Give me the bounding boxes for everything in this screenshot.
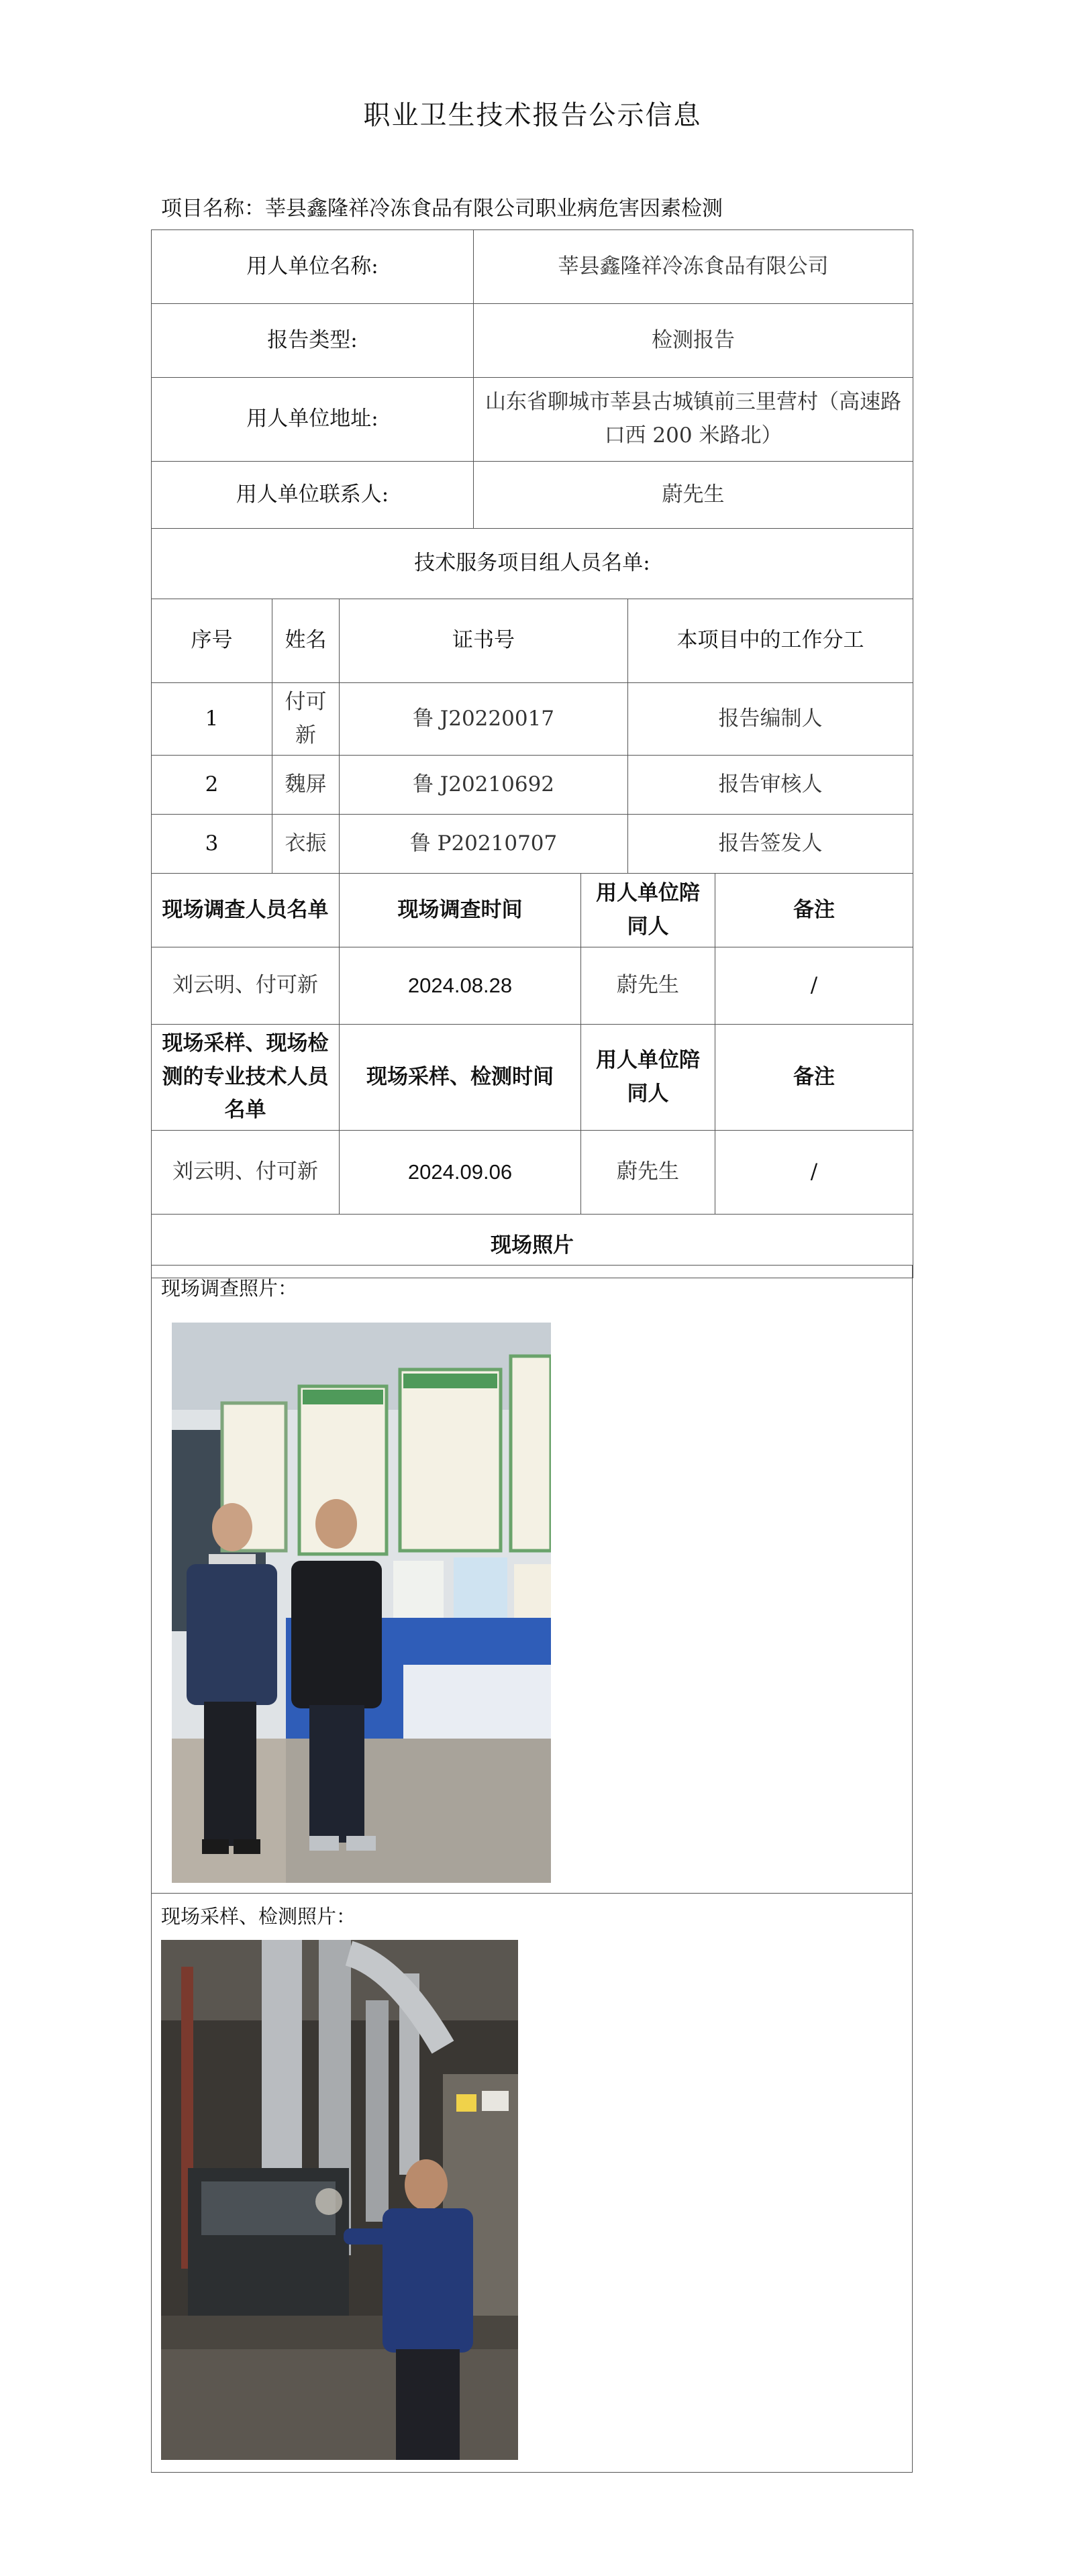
survey-photo [172,1323,551,1883]
survey-header-escort: 用人单位陪同人 [581,874,715,947]
sampling-escort: 蔚先生 [581,1130,715,1214]
sampling-staff: 刘云明、付可新 [152,1130,340,1214]
report-type-value: 检测报告 [474,304,913,378]
photo-sampling-caption: 现场采样、检测照片： [161,1905,356,1928]
team-row-name: 衣振 [272,815,340,874]
team-title-row [152,529,913,599]
team-row-role: 报告签发人 [628,815,913,874]
sampling-row [152,1130,913,1214]
sampling-photo [161,1940,518,2460]
sampling-header-staff: 现场采样、现场检测的专业技术人员名单 [152,1025,340,1131]
team-header-cert: 证书号 [340,599,628,683]
survey-time: 2024.08.28 [340,947,581,1025]
unit-name-row [152,230,913,304]
sampling-photo-image [161,1940,518,2460]
survey-header-time: 现场调查时间 [340,874,581,947]
team-header-row [152,599,913,683]
team-row [152,683,913,756]
project-line [161,191,723,221]
team-row [152,815,913,874]
team-row-role: 报告编制人 [628,683,913,756]
sampling-header-note: 备注 [715,1025,913,1131]
survey-header-staff: 现场调查人员名单 [152,874,340,947]
survey-note: / [715,947,913,1025]
survey-row [152,947,913,1025]
address-label: 用人单位地址: [152,378,474,462]
contact-value: 蔚先生 [474,462,913,529]
team-row-index: 1 [152,683,272,756]
sampling-header-row [152,1025,913,1131]
survey-photo-image [172,1323,551,1883]
project-name: 莘县鑫隆祥冷冻食品有限公司职业病危害因素检测 [265,197,723,221]
address-row [152,378,913,462]
sampling-header-time: 现场采样、检测时间 [340,1025,581,1131]
contact-row [152,462,913,529]
contact-label: 用人单位联系人: [152,462,474,529]
unit-name-label: 用人单位名称: [152,230,474,304]
unit-name-value: 莘县鑫隆祥冷冻食品有限公司 [474,230,913,304]
report-type-label: 报告类型: [152,304,474,378]
sampling-time: 2024.09.06 [340,1130,581,1214]
sampling-header-escort: 用人单位陪同人 [581,1025,715,1131]
survey-header-row [152,874,913,947]
team-row-cert: 鲁 P20210707 [340,815,628,874]
document-title: 职业卫生技术报告公示信息 [363,100,702,131]
team-row-cert: 鲁 J20210692 [340,756,628,815]
team-row [152,756,913,815]
survey-header-note: 备注 [715,874,913,947]
team-row-index: 3 [152,815,272,874]
team-row-role: 报告审核人 [628,756,913,815]
sampling-note: / [715,1130,913,1214]
report-type-row [152,304,913,378]
team-header-index: 序号 [152,599,272,683]
photo-section [151,1265,913,2473]
team-title: 技术服务项目组人员名单: [152,529,913,599]
address-value: 山东省聊城市莘县古城镇前三里营村（高速路口西 200 米路北） [474,378,913,462]
team-header-name: 姓名 [272,599,340,683]
photos-title: 现场照片 [152,1214,913,1278]
team-row-index: 2 [152,756,272,815]
team-row-name: 魏屏 [272,756,340,815]
team-row-name: 付可新 [272,683,340,756]
team-row-cert: 鲁 J20220017 [340,683,628,756]
info-table [151,229,913,1278]
team-header-role: 本项目中的工作分工 [628,599,913,683]
photo-survey-caption: 现场调查照片： [161,1277,298,1300]
photo-divider [152,1893,912,1894]
project-label: 项目名称： [161,197,265,221]
survey-staff: 刘云明、付可新 [152,947,340,1025]
survey-escort: 蔚先生 [581,947,715,1025]
